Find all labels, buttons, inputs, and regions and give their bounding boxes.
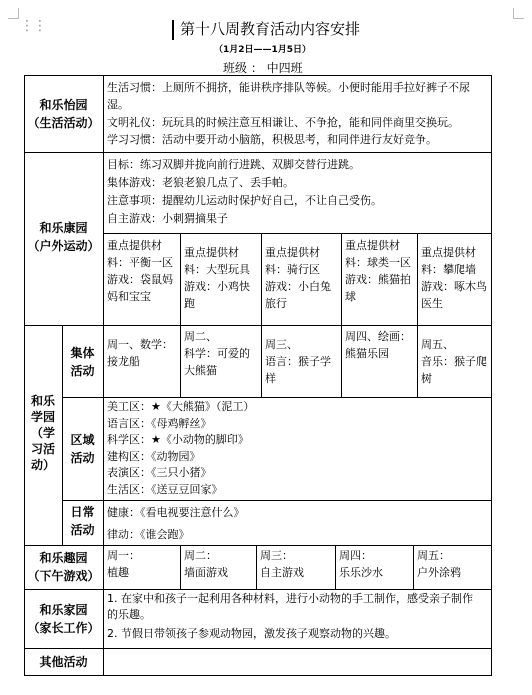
parent-section-label: 和乐家园 （家长工作）: [27, 603, 100, 635]
afternoon-day-cell: 周二： 墙面游戏: [184, 549, 228, 579]
life-line: 文明礼仪：玩玩具的时候注意互相谦让、不争抢，能和同伴商里交换玩。: [107, 116, 459, 129]
outdoor-line: 注意事项：提醒幼儿运动时保护好自己，不让自己受伤。: [107, 194, 382, 207]
parent-line: 的乐趣。: [107, 608, 151, 621]
afternoon-day-cell: 周四： 乐乐沙水: [339, 549, 383, 579]
afternoon-section-label: 和乐趣园 （下午游戏）: [27, 551, 100, 583]
outdoor-material-cell: 重点提供材 料：攀爬墙 游戏：啄木鸟 医生: [421, 246, 487, 310]
life-line: 生活习惯：上厕所不拥挤，能讲秩序排队等候。小便时能用手拉好裤子不尿: [107, 81, 470, 94]
parent-line: 2. 节假日带领孩子参观动物园，激发孩子观察动物的兴趣。: [107, 627, 396, 640]
outdoor-line: 自主游戏：小刺猬摘果子: [107, 212, 228, 225]
class-name: 班级 ： 中四班: [223, 61, 303, 75]
group-activity-cell: 周四、绘画： 熊猫乐园: [345, 330, 411, 360]
group-activity-cell: 周二、 科学：可爱的 大熊猫: [184, 330, 250, 377]
page-corner-mark: [8, 8, 19, 19]
daily-activity-item: 健康：《看电视要注意什么》: [107, 506, 245, 519]
group-activity-cell: 周一、数学： 接龙船: [107, 338, 173, 368]
drag-handle-icon[interactable]: ⋮⋮: [20, 18, 46, 34]
title-accent-bar: [172, 20, 174, 40]
area-item: 建构区：《动物园》: [107, 449, 201, 463]
page-corner-mark: [513, 8, 524, 19]
parent-line: 1. 在家中和孩子一起利用各种材料，进行小动物的手工制作，感受亲子制作: [107, 592, 473, 605]
area-item: 表演区：《三只小猪》: [107, 466, 212, 480]
life-section-label: 和乐怡园 （生活活动）: [27, 98, 100, 130]
study-section-label: 和乐 学园 （学 习活 动）: [30, 394, 55, 472]
outdoor-line: 目标：练习双脚并拢向前行进跳、双脚交替行进跳。: [107, 158, 360, 171]
area-item: 语言区：《母鸡孵丝》: [107, 416, 212, 430]
afternoon-day-cell: 周五： 户外涂鸦: [417, 549, 461, 579]
afternoon-day-cell: 周三： 自主游戏: [260, 549, 304, 579]
other-section-label: 其他活动: [39, 655, 88, 669]
daily-activity-item: 律动：《谁会跑》: [107, 528, 190, 541]
area-item: 美工区：★《大熊猫》（泥工）: [107, 400, 255, 413]
area-item: 生活区：《送豆豆回家》: [107, 482, 223, 496]
outdoor-material-cell: 重点提供材 料：平衡一区 游戏：袋鼠妈 妈和宝宝: [107, 239, 173, 303]
life-line: 学习习惯：活动中要开动小脑筋，积极思考，和同伴进行友好竞争。: [107, 133, 437, 146]
outdoor-material-cell: 重点提供材 料：大型玩具 游戏：小鸡快 跑: [184, 246, 250, 310]
group-activity-label: 集体 活动: [70, 346, 95, 378]
group-activity-cell: 周五、 音乐：猴子爬 树: [421, 338, 487, 385]
group-activity-cell: 周三、 语言：猴子学 样: [265, 338, 331, 385]
outdoor-material-cell: 重点提供材 料：球类一区 游戏：熊猫拍 球: [345, 239, 411, 303]
outdoor-material-cell: 重点提供材 料：骑行区 游戏：小白兔 旅行: [265, 246, 331, 310]
area-activity-list: [107, 399, 254, 499]
daily-activity-label: 日常 活动: [70, 505, 95, 537]
afternoon-day-cell: 周一： 植趣: [107, 549, 140, 579]
outdoor-line: 集体游戏：老狼老狼几点了、丢手帕。: [107, 176, 294, 189]
life-line: 湿。: [107, 98, 129, 111]
outdoor-section-label: 和乐康园 （户外运动）: [27, 221, 100, 253]
area-activity-label: 区域 活动: [70, 433, 95, 465]
area-item: 科学区：★《小动物的脚印》: [107, 433, 249, 447]
page-title: 第十八周教育活动内容安排: [180, 20, 361, 38]
date-range: （1月2日——1月5日）: [214, 45, 312, 55]
